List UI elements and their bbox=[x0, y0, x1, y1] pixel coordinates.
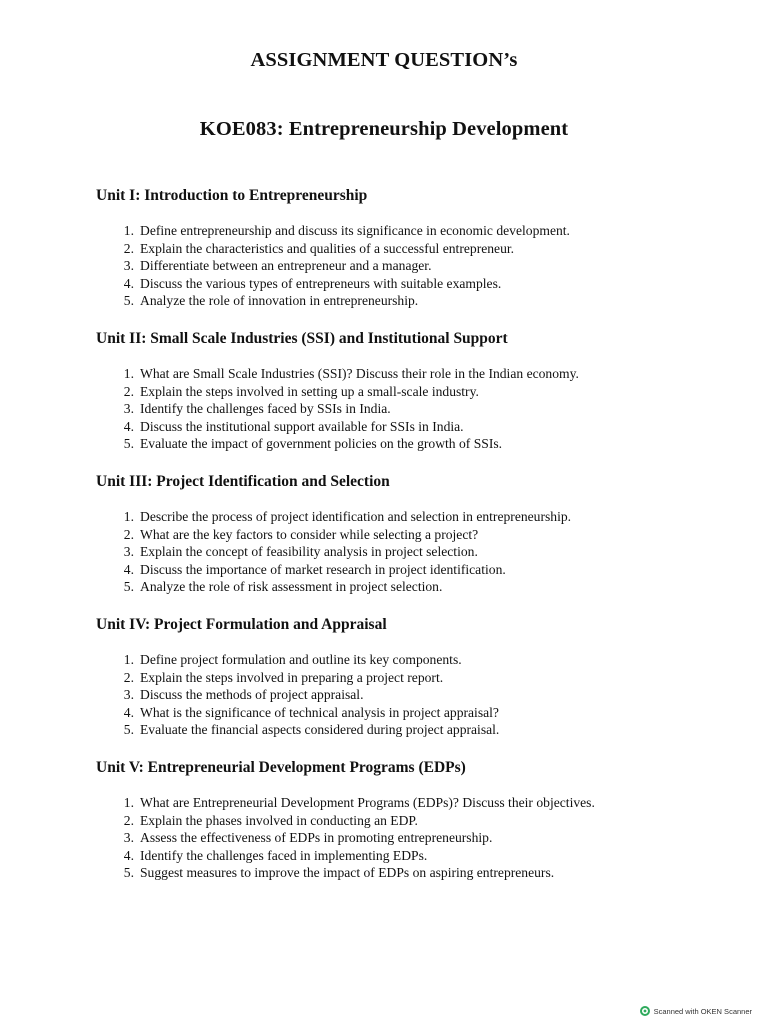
question-number: 4. bbox=[123, 847, 134, 863]
unit-section-2 bbox=[96, 329, 716, 453]
unit-section-3 bbox=[96, 472, 716, 596]
question-number: 4. bbox=[123, 418, 134, 434]
question-number: 5. bbox=[123, 865, 134, 881]
question-number: 5. bbox=[123, 436, 134, 452]
question-list bbox=[96, 365, 716, 453]
question-item bbox=[96, 721, 716, 739]
document-title: ASSIGNMENT QUESTION’s bbox=[250, 49, 518, 71]
unit-section-1 bbox=[96, 186, 716, 310]
question-item bbox=[96, 400, 716, 418]
question-text: Discuss the methods of project appraisal. bbox=[140, 687, 364, 703]
question-item bbox=[96, 847, 716, 865]
question-text: Analyze the role of innovation in entrepreneurship. bbox=[140, 293, 419, 309]
question-item bbox=[96, 812, 716, 830]
question-text: Discuss the importance of market research in project identification. bbox=[140, 561, 506, 577]
question-number: 3. bbox=[123, 687, 134, 703]
question-list bbox=[96, 651, 716, 739]
question-item bbox=[96, 292, 716, 310]
question-text: Discuss the various types of entrepreneurs with suitable examples. bbox=[140, 275, 502, 291]
question-text: What are Entrepreneurial Development Programs (EDPs)? Discuss their objectives. bbox=[140, 795, 595, 810]
unit-heading: Unit V: Entrepreneurial Development Programs (EDPs) bbox=[96, 759, 466, 776]
scanner-label: Scanned with OKEN Scanner bbox=[653, 1006, 752, 1016]
unit-heading: Unit I: Introduction to Entrepreneurship bbox=[96, 187, 368, 204]
question-number: 3. bbox=[123, 258, 134, 274]
scanner-watermark bbox=[640, 1006, 752, 1016]
question-text: Explain the steps involved in preparing a project report. bbox=[140, 669, 444, 685]
question-item bbox=[96, 651, 716, 669]
question-text: Assess the effectiveness of EDPs in promoting entrepreneurship. bbox=[140, 830, 493, 846]
question-item bbox=[96, 257, 716, 275]
unit-section-5 bbox=[96, 758, 716, 882]
question-item bbox=[96, 526, 716, 544]
question-number: 5. bbox=[123, 722, 134, 738]
question-item bbox=[96, 669, 716, 687]
question-item bbox=[96, 435, 716, 453]
oken-scanner-logo-icon bbox=[640, 1006, 650, 1016]
question-number: 5. bbox=[123, 579, 134, 595]
question-item bbox=[96, 704, 716, 722]
question-text: Analyze the role of risk assessment in project selection. bbox=[140, 579, 443, 595]
question-text: Define entrepreneurship and discuss its significance in economic development. bbox=[140, 223, 570, 238]
question-text: Describe the process of project identification and selection in entrepreneurship. bbox=[140, 509, 572, 524]
question-text: Explain the phases involved in conducting an EDP. bbox=[140, 812, 418, 828]
unit-section-4 bbox=[96, 615, 716, 739]
question-item bbox=[96, 829, 716, 847]
question-item bbox=[96, 365, 716, 383]
question-item bbox=[96, 578, 716, 596]
question-list bbox=[96, 794, 716, 882]
question-text: Explain the steps involved in setting up a small-scale industry. bbox=[140, 383, 479, 399]
question-number: 2. bbox=[123, 669, 134, 685]
question-number: 4. bbox=[123, 704, 134, 720]
unit-heading: Unit III: Project Identification and Selection bbox=[96, 473, 390, 490]
question-number: 2. bbox=[123, 526, 134, 542]
question-number: 3. bbox=[123, 544, 134, 560]
course-title: KOE083: Entrepreneurship Development bbox=[199, 118, 569, 140]
question-number: 1. bbox=[123, 366, 134, 381]
question-number: 2. bbox=[123, 812, 134, 828]
question-item bbox=[96, 240, 716, 258]
question-list bbox=[96, 222, 716, 310]
unit-heading: Unit IV: Project Formulation and Appraisal bbox=[96, 616, 387, 633]
question-item bbox=[96, 418, 716, 436]
question-text: Explain the characteristics and qualities of a successful entrepreneur. bbox=[140, 240, 515, 256]
question-text: Suggest measures to improve the impact of EDPs on aspiring entrepreneurs. bbox=[140, 865, 555, 881]
question-number: 3. bbox=[123, 401, 134, 417]
question-text: What are the key factors to consider while selecting a project? bbox=[140, 526, 479, 542]
question-text: What are Small Scale Industries (SSI)? Discuss their role in the Indian economy. bbox=[140, 366, 579, 381]
question-text: Differentiate between an entrepreneur and a manager. bbox=[140, 258, 432, 274]
question-number: 2. bbox=[123, 383, 134, 399]
question-number: 1. bbox=[123, 652, 134, 667]
question-number: 1. bbox=[123, 223, 134, 238]
question-number: 1. bbox=[123, 795, 134, 810]
question-text: What is the significance of technical analysis in project appraisal? bbox=[140, 704, 499, 720]
question-text: Explain the concept of feasibility analysis in project selection. bbox=[140, 544, 478, 560]
question-number: 5. bbox=[123, 293, 134, 309]
question-item bbox=[96, 543, 716, 561]
question-number: 2. bbox=[123, 240, 134, 256]
question-text: Define project formulation and outline its key components. bbox=[140, 652, 462, 667]
question-item bbox=[96, 864, 716, 882]
question-item bbox=[96, 686, 716, 704]
question-number: 4. bbox=[123, 561, 134, 577]
question-text: Evaluate the impact of government policies on the growth of SSIs. bbox=[140, 436, 503, 452]
question-text: Identify the challenges faced in implementing EDPs. bbox=[140, 847, 428, 863]
question-number: 1. bbox=[123, 509, 134, 524]
question-item bbox=[96, 383, 716, 401]
question-text: Discuss the institutional support available for SSIs in India. bbox=[140, 418, 464, 434]
question-item bbox=[96, 275, 716, 293]
question-list bbox=[96, 508, 716, 596]
question-item bbox=[96, 561, 716, 579]
question-number: 4. bbox=[123, 275, 134, 291]
question-text: Identify the challenges faced by SSIs in India. bbox=[140, 401, 391, 417]
unit-heading: Unit II: Small Scale Industries (SSI) and Institutional Support bbox=[96, 330, 508, 347]
question-item bbox=[96, 222, 716, 240]
question-item bbox=[96, 794, 716, 812]
question-text: Evaluate the financial aspects considered during project appraisal. bbox=[140, 722, 500, 738]
question-item bbox=[96, 508, 716, 526]
question-number: 3. bbox=[123, 830, 134, 846]
